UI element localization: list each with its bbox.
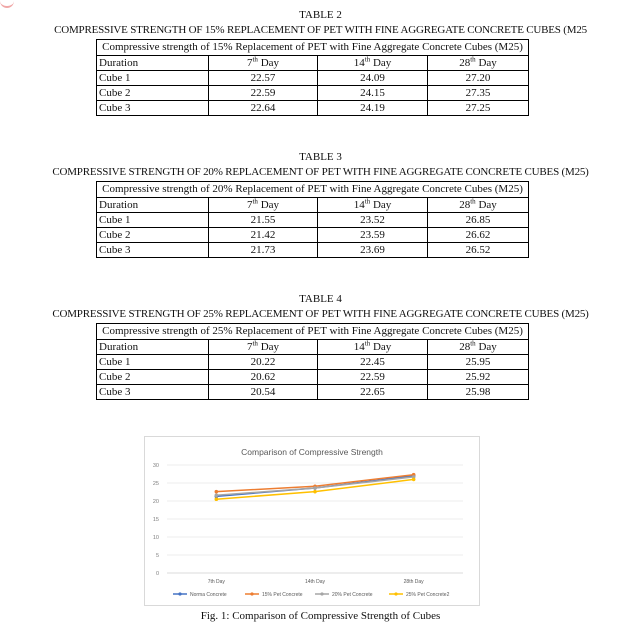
- row-label: Cube 3: [97, 385, 209, 400]
- legend-label: 25% Pet Concrete2: [406, 591, 450, 598]
- table-2: [96, 39, 529, 116]
- legend-marker: [178, 592, 181, 595]
- cell: 23.59: [318, 228, 428, 243]
- cell: 20.62: [209, 370, 318, 385]
- column-header-7th-day: 7th Day: [209, 198, 318, 213]
- table-2-label: TABLE 2: [299, 9, 342, 21]
- y-tick-label: 15: [152, 517, 159, 523]
- cell: 21.73: [209, 243, 318, 258]
- x-tick-label: 7th Day: [207, 579, 225, 585]
- cell: 21.55: [209, 213, 318, 228]
- table-row: [97, 355, 529, 370]
- row-label: Cube 1: [97, 71, 209, 86]
- table-row: [97, 86, 529, 101]
- legend-marker: [394, 592, 397, 595]
- row-label: Cube 2: [97, 86, 209, 101]
- cell: 27.20: [428, 71, 529, 86]
- table-row: [97, 101, 529, 116]
- table-row: [97, 56, 529, 71]
- figure-caption: Fig. 1: Comparison of Compressive Strength of Cubes: [200, 610, 441, 622]
- column-header-duration: Duration: [97, 198, 209, 213]
- data-point: [215, 490, 219, 494]
- column-header-28th-day: 28th Day: [428, 198, 529, 213]
- cell: 26.52: [428, 243, 529, 258]
- cell: 21.42: [209, 228, 318, 243]
- table-4-label: TABLE 4: [299, 293, 342, 305]
- legend-marker: [250, 592, 253, 595]
- data-point: [313, 486, 317, 490]
- corner-mark: [0, 0, 14, 8]
- table-row: [97, 71, 529, 86]
- chart-title: Comparison of Compressive Strength: [241, 447, 383, 457]
- column-header-7th-day: 7th Day: [209, 340, 318, 355]
- y-tick-label: 20: [152, 499, 159, 505]
- data-point: [313, 490, 317, 494]
- y-tick-label: 10: [152, 535, 159, 541]
- table-2-caption: COMPRESSIVE STRENGTH OF 15% REPLACEMENT OF PET WITH FINE AGGREGATE CONCRETE CUBES (M25: [54, 24, 587, 36]
- column-header-28th-day: 28th Day: [428, 56, 529, 71]
- table-3-label: TABLE 3: [299, 151, 342, 163]
- cell: 24.09: [318, 71, 428, 86]
- cell: 25.92: [428, 370, 529, 385]
- table-row: [97, 198, 529, 213]
- cell: 25.95: [428, 355, 529, 370]
- row-label: Cube 1: [97, 213, 209, 228]
- data-point: [215, 497, 219, 501]
- row-label: Cube 3: [97, 243, 209, 258]
- legend-label: 20% Pet Concrete: [332, 591, 373, 598]
- column-header-28th-day: 28th Day: [428, 340, 529, 355]
- cell: 22.59: [209, 86, 318, 101]
- table-row: [97, 243, 529, 258]
- column-header-duration: Duration: [97, 340, 209, 355]
- cell: 22.57: [209, 71, 318, 86]
- column-header-7th-day: 7th Day: [209, 56, 318, 71]
- cell: 22.59: [318, 370, 428, 385]
- column-header-14th-day: 14th Day: [318, 198, 428, 213]
- row-label: Cube 3: [97, 101, 209, 116]
- chart-canvas: [145, 437, 479, 605]
- column-header-duration: Duration: [97, 56, 209, 71]
- table-header: Compressive strength of 20% Replacement of PET with Fine Aggregate Concrete Cubes (M25): [97, 182, 529, 198]
- row-label: Cube 1: [97, 355, 209, 370]
- cell: 26.85: [428, 213, 529, 228]
- data-point: [215, 493, 219, 497]
- legend-label: Norma Concrete: [190, 591, 227, 598]
- table-row: [97, 228, 529, 243]
- legend-label: 15% Pet Concrete: [262, 591, 303, 598]
- row-label: Cube 2: [97, 370, 209, 385]
- x-tick-label: 28th Day: [403, 579, 424, 585]
- table-3: [96, 181, 529, 258]
- cell: 24.15: [318, 86, 428, 101]
- table-4: [96, 323, 529, 400]
- cell: 25.98: [428, 385, 529, 400]
- cell: 22.65: [318, 385, 428, 400]
- cell: 26.62: [428, 228, 529, 243]
- y-tick-label: 5: [155, 553, 159, 559]
- table-header: Compressive strength of 25% Replacement of PET with Fine Aggregate Concrete Cubes (M25): [97, 324, 529, 340]
- table-row: [97, 385, 529, 400]
- cell: 23.52: [318, 213, 428, 228]
- x-tick-label: 14th Day: [304, 579, 326, 585]
- table-row: [97, 213, 529, 228]
- table-row: [97, 340, 529, 355]
- cell: 24.19: [318, 101, 428, 116]
- cell: 22.64: [209, 101, 318, 116]
- table-header: Compressive strength of 15% Replacement of PET with Fine Aggregate Concrete Cubes (M25): [97, 40, 529, 56]
- column-header-14th-day: 14th Day: [318, 340, 428, 355]
- y-tick-label: 25: [152, 481, 159, 487]
- cell: 20.54: [209, 385, 318, 400]
- cell: 20.22: [209, 355, 318, 370]
- y-tick-label: 30: [152, 463, 159, 469]
- row-label: Cube 2: [97, 228, 209, 243]
- cell: 27.35: [428, 86, 529, 101]
- cell: 22.45: [318, 355, 428, 370]
- legend-marker: [320, 592, 323, 595]
- compressive-strength-chart: [144, 436, 480, 606]
- column-header-14th-day: 14th Day: [318, 56, 428, 71]
- table-row: [97, 370, 529, 385]
- y-tick-label: 0: [155, 571, 159, 577]
- table-3-caption: COMPRESSIVE STRENGTH OF 20% REPLACEMENT OF PET WITH FINE AGGREGATE CONCRETE CUBES (M25): [52, 166, 589, 178]
- cell: 27.25: [428, 101, 529, 116]
- table-4-caption: COMPRESSIVE STRENGTH OF 25% REPLACEMENT OF PET WITH FINE AGGREGATE CONCRETE CUBES (M25): [52, 308, 589, 320]
- cell: 23.69: [318, 243, 428, 258]
- data-point: [412, 478, 416, 482]
